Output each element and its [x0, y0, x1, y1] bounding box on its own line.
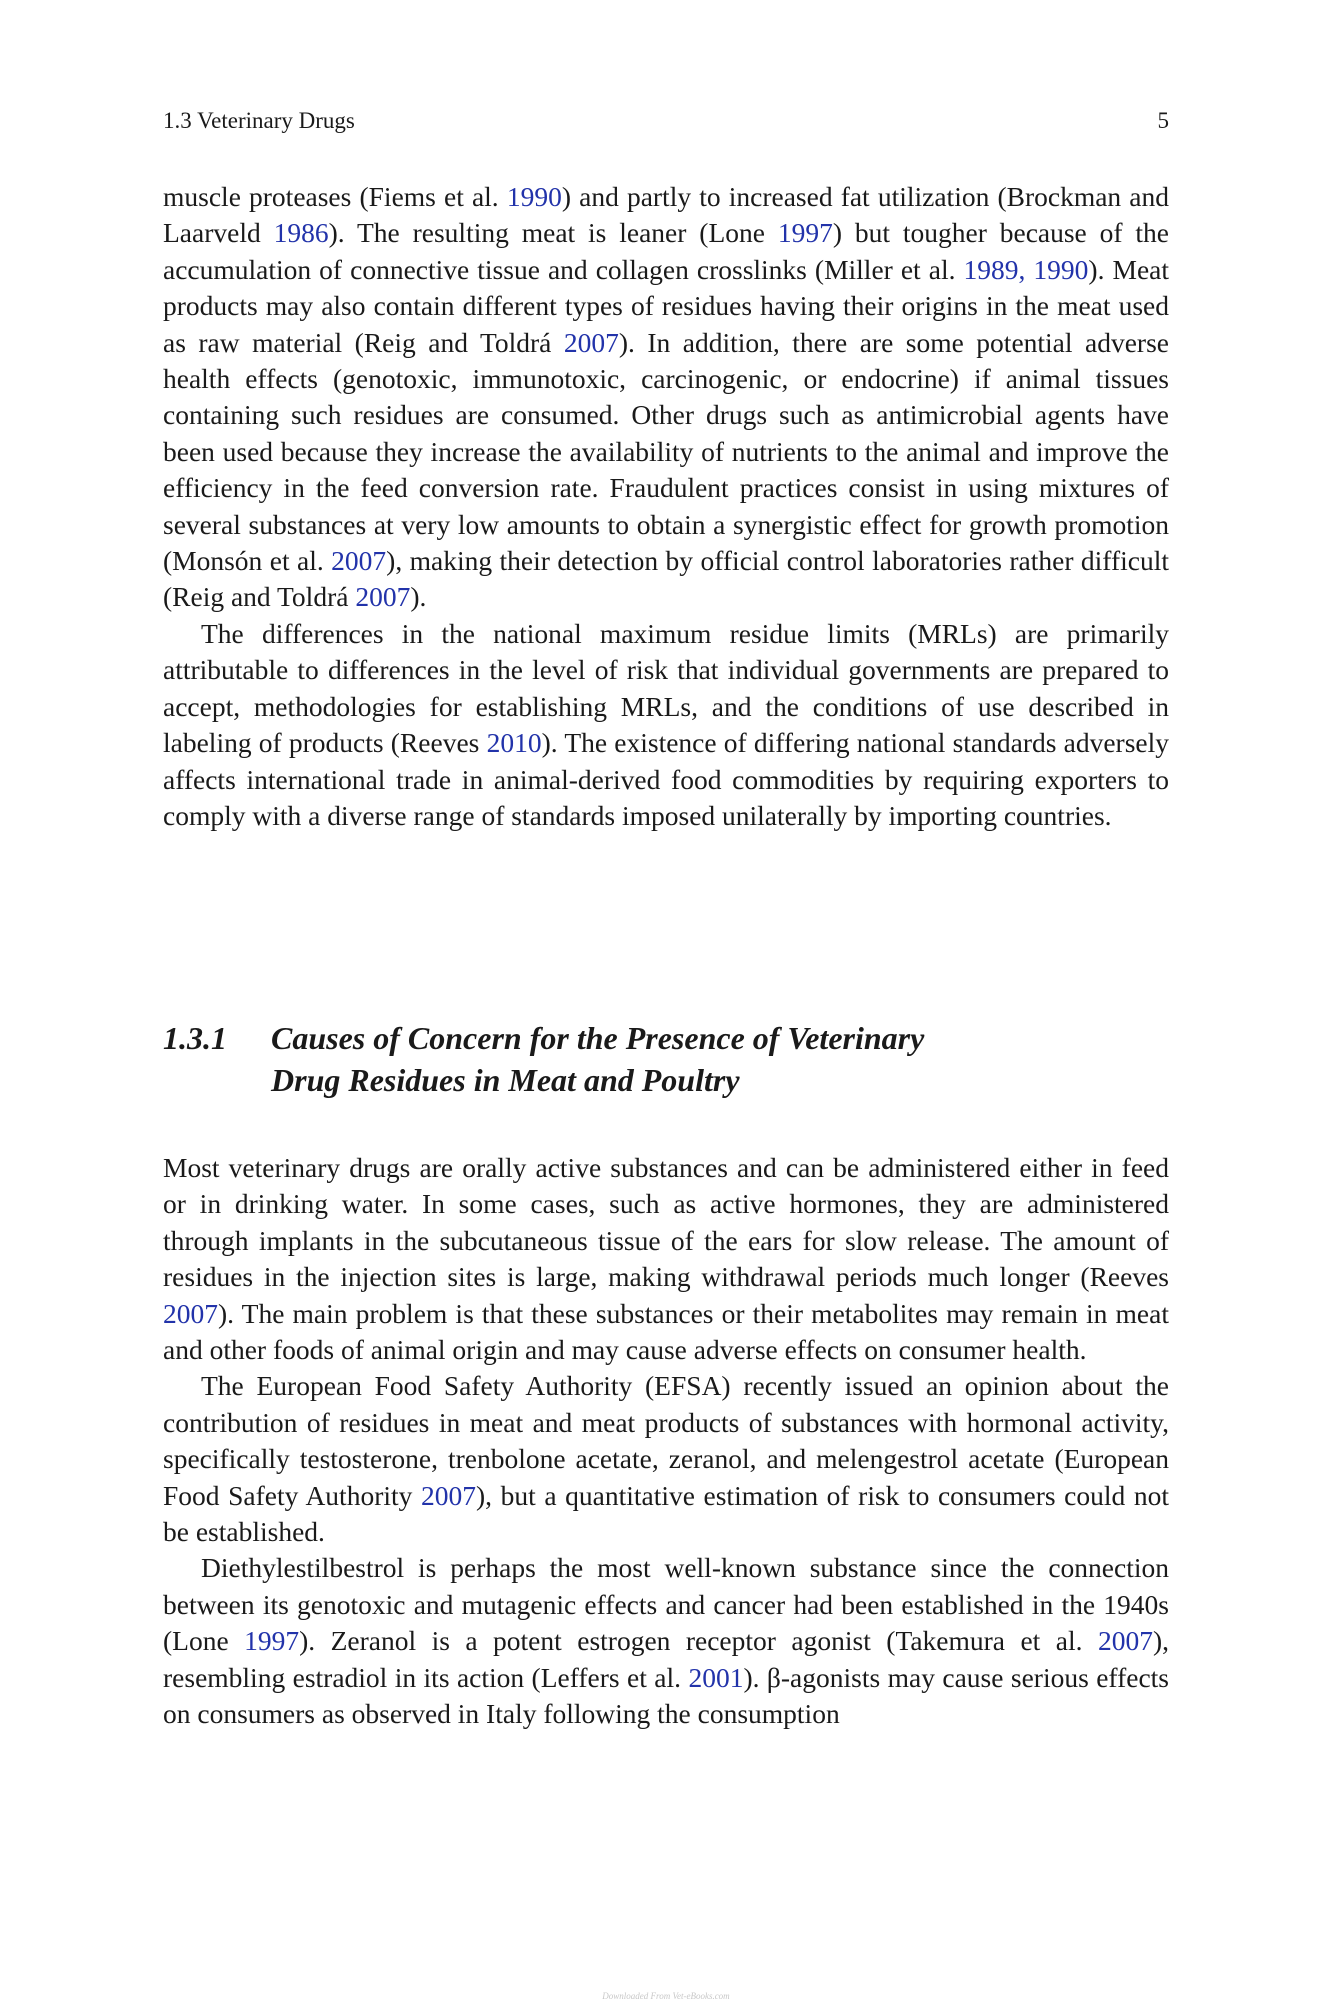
paragraph-text: ). β-agonists may cause serious effects on consumers as observed in Italy following the consumption — [163, 1661, 1169, 1730]
citation-link[interactable]: 2007 — [331, 545, 387, 577]
paragraph — [163, 1368, 1169, 1550]
citation-link[interactable]: 2007 — [420, 1479, 476, 1511]
citation-link[interactable]: 2007 — [355, 581, 411, 613]
citation-link[interactable]: 1997 — [244, 1625, 300, 1657]
section-heading-number: 1.3.1 — [163, 1020, 227, 1056]
paragraph — [163, 1550, 1169, 1732]
paragraph-text: ), making their detection by official control laboratories rather difficult (Reig and Toldrá — [163, 545, 1169, 613]
paragraph-text: ). In addition, there are some potential adverse health effects (genotoxic, immunotoxic, carcinogenic, or endocrine) if animal tissues containing such residues are consumed. Other drugs such as antimicrobial agents have been used because they increase the availability of nutrients to the animal and improve the efficiency in the feed conversion rate. Fraudulent practices consist in using mixtures of several substances at very low amounts to obtain a synergistic effect for growth promotion (Monsón et al. — [163, 326, 1169, 577]
paragraph-text: ). Meat products may also contain different types of residues having their origins in the meat used as raw material (Reig and Toldrá — [163, 253, 1169, 358]
page-number: 5 — [1157, 108, 1169, 133]
section-heading-title-line1: Causes of Concern for the Presence of Veterinary — [271, 1020, 925, 1056]
citation-link[interactable]: 1990 — [1033, 253, 1089, 285]
paragraph — [163, 616, 1169, 834]
paragraph-text: ) and partly to increased fat utilization (Brockman and Laarveld — [163, 181, 1170, 249]
paragraph-text: ). The main problem is that these substances or their metabolites may remain in meat and other foods of animal origin and may cause adverse effects on consumer health. — [163, 1297, 1169, 1366]
paragraph — [163, 1150, 1169, 1368]
running-head — [163, 106, 1169, 136]
paragraph-text: ). The resulting meat is leaner (Lone — [328, 217, 778, 249]
paragraph-text: ), but a quantitative estimation of risk to consumers could not be established. — [163, 1479, 1169, 1548]
citation-link[interactable]: , — [1018, 253, 1034, 285]
citation-link[interactable]: 2007 — [563, 326, 619, 358]
body-text-bottom — [163, 1150, 1169, 1733]
paragraph-text: Most veterinary drugs are orally active substances and can be administered either in feed or in drinking water. In some cases, such as active hormones, they are administered through implants in the subcutaneous tissue of the ears for slow release. The amount of residues in the injection sites is large, making withdrawal periods much longer (Reeves — [163, 1152, 1169, 1293]
book-page — [163, 0, 1169, 1999]
citation-link[interactable]: 1989 — [963, 253, 1019, 285]
citation-link[interactable]: 1997 — [777, 217, 833, 249]
paragraph-text: The differences in the national maximum residue limits (MRLs) are primarily attributable to differences in the level of risk that individual governments are prepared to accept, methodologies for establishing MRLs, and the conditions of use described in labeling of products (Reeves — [163, 617, 1169, 759]
citation-link[interactable]: 1986 — [273, 217, 329, 249]
citation-link[interactable]: 2007 — [1097, 1625, 1153, 1657]
paragraph-text: The European Food Safety Authority (EFSA) recently issued an opinion about the contribution of residues in meat and meat products of substances with hormonal activity, specifically testosterone, trenbolone acetate, zeranol, and melengestrol acetate (European Food Safety Authority — [163, 1370, 1169, 1511]
body-text-top — [163, 179, 1169, 834]
paragraph — [163, 179, 1169, 616]
paragraph-text: ) but tougher because of the accumulation of connective tissue and collagen crosslinks (Miller et al. — [163, 217, 1170, 285]
citation-link[interactable]: 2007 — [163, 1297, 218, 1329]
citation-link[interactable]: 2001 — [688, 1661, 744, 1693]
paragraph-text: ), resembling estradiol in its action (Leffers et al. — [163, 1625, 1169, 1693]
section-heading-title-line2: Drug Residues in Meat and Poultry — [271, 1062, 740, 1098]
paragraph-text: muscle proteases (Fiems et al. — [163, 181, 507, 212]
citation-link[interactable]: 1990 — [506, 181, 562, 212]
section-heading-title — [271, 1017, 1091, 1101]
citation-link[interactable]: 2010 — [486, 727, 542, 759]
download-watermark: Downloaded From Vet-eBooks.com — [602, 1991, 730, 2001]
running-head-section: 1.3 Veterinary Drugs — [163, 108, 355, 133]
paragraph-text: ). Zeranol is a potent estrogen receptor agonist (Takemura et al. — [299, 1625, 1098, 1657]
paragraph-text: Diethylestilbestrol is perhaps the most well-known substance since the connection between its genotoxic and mutagenic effects and cancer had been established in the 1940s (Lone — [163, 1552, 1169, 1657]
paragraph-text: ). — [410, 581, 427, 613]
paragraph-text: ). The existence of differing national standards adversely affects international trade in animal-derived food commodities by requiring exporters to comply with a diverse range of standards imposed unilaterally by importing countries. — [163, 727, 1170, 831]
